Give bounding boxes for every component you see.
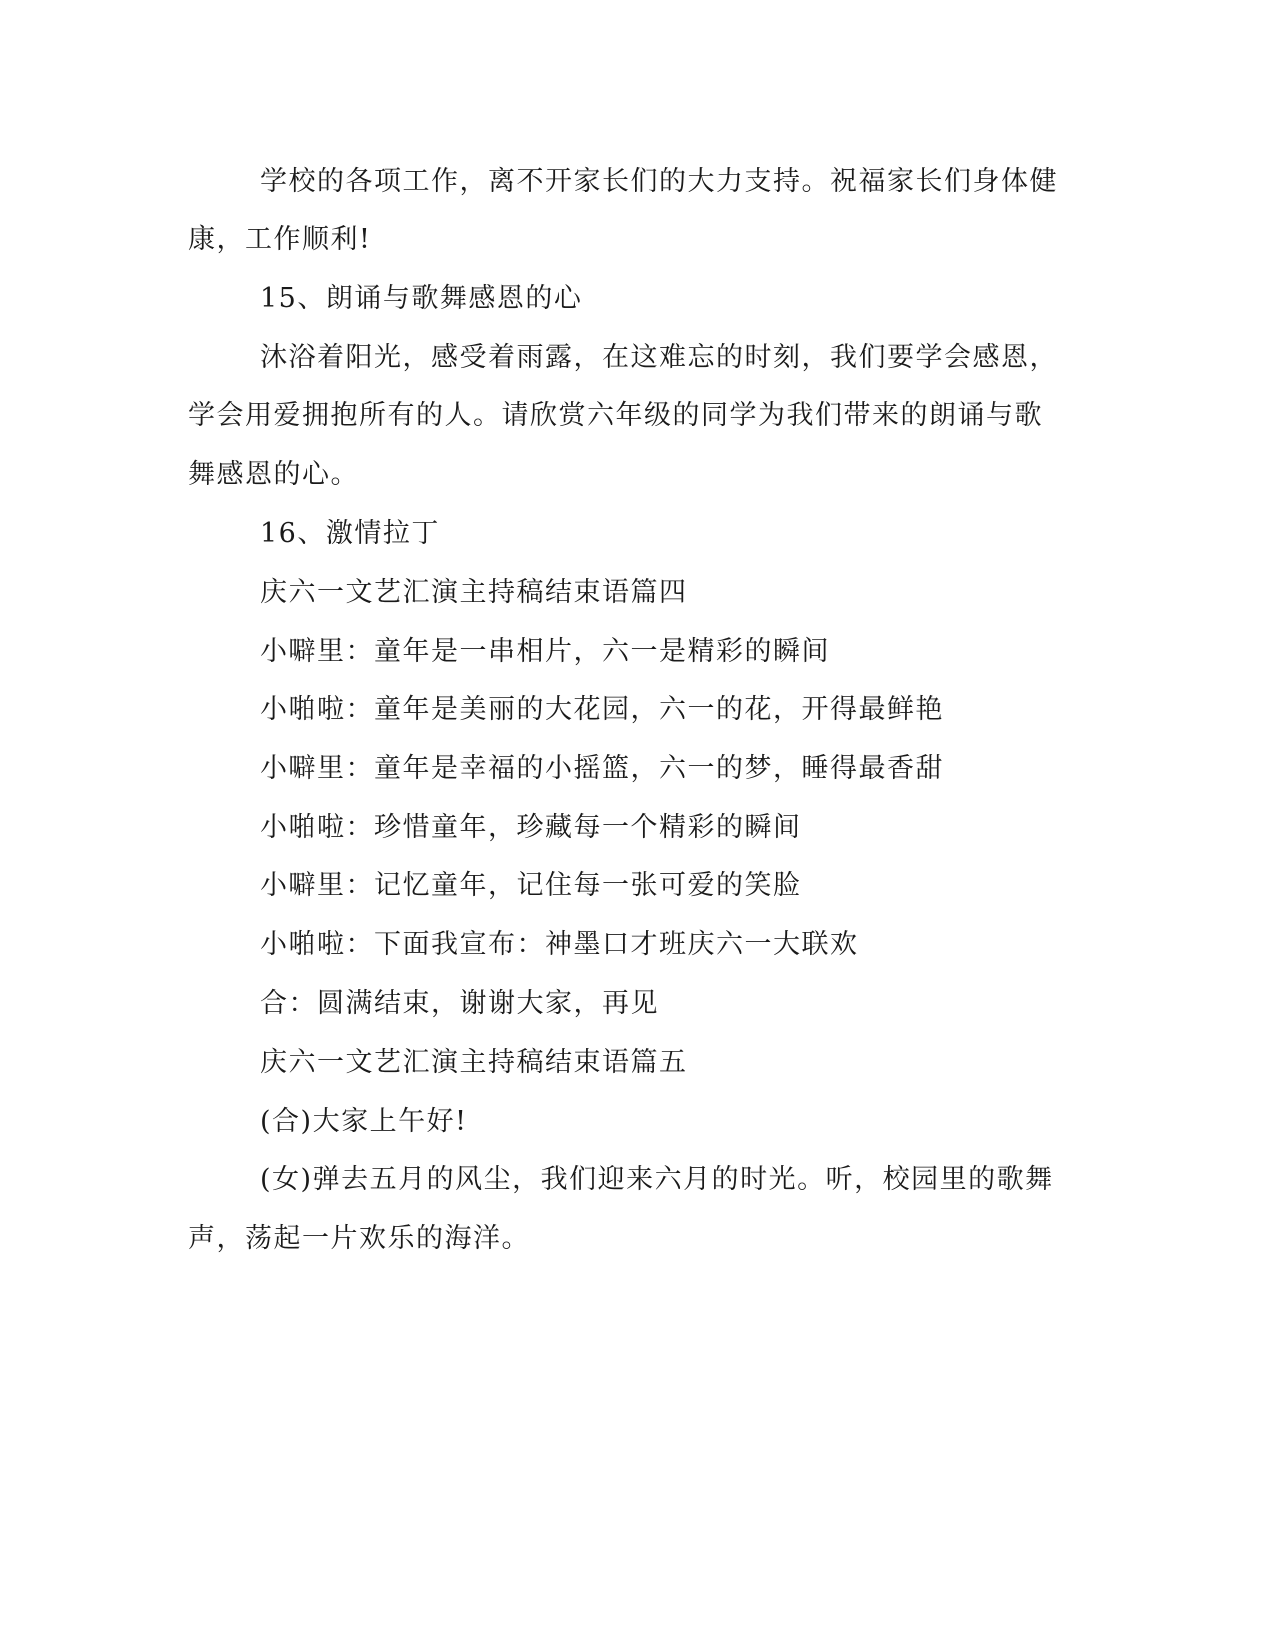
paragraph-13-line-1: 庆六一文艺汇演主持稿结束语篇五 (260, 1047, 688, 1078)
paragraph-12-line-1: 合：圆满结束，谢谢大家，再见 (260, 988, 659, 1019)
paragraph-15-line-1: (女)弹去五月的风尘，我们迎来六月的时光。听，校园里的歌舞 (260, 1164, 1054, 1195)
paragraph-2-line-1: 15、朗诵与歌舞感恩的心 (260, 283, 583, 314)
paragraph-15-line-2: 声，荡起一片欢乐的海洋。 (188, 1223, 530, 1254)
paragraph-1-line-1: 学校的各项工作，离不开家长们的大力支持。祝福家长们身体健 (260, 166, 1058, 197)
paragraph-3-line-2: 学会用爱拥抱所有的人。请欣赏六年级的同学为我们带来的朗诵与歌 (188, 400, 1043, 431)
paragraph-11-line-1: 小啪啦：下面我宣布：神墨口才班庆六一大联欢 (260, 929, 859, 960)
paragraph-8-line-1: 小噼里：童年是幸福的小摇篮，六一的梦，睡得最香甜 (260, 753, 944, 784)
paragraph-5-line-1: 庆六一文艺汇演主持稿结束语篇四 (260, 577, 688, 608)
paragraph-1-line-2: 康，工作顺利! (188, 224, 372, 255)
paragraph-10-line-1: 小噼里：记忆童年，记住每一张可爱的笑脸 (260, 870, 802, 901)
paragraph-7-line-1: 小啪啦：童年是美丽的大花园，六一的花，开得最鲜艳 (260, 694, 944, 725)
paragraph-9-line-1: 小啪啦：珍惜童年，珍藏每一个精彩的瞬间 (260, 812, 802, 843)
paragraph-3-line-3: 舞感恩的心。 (188, 459, 359, 490)
paragraph-14-line-1: (合)大家上午好! (260, 1106, 468, 1137)
paragraph-6-line-1: 小噼里：童年是一串相片，六一是精彩的瞬间 (260, 636, 830, 667)
paragraph-4-line-1: 16、激情拉丁 (260, 518, 440, 549)
paragraph-3-line-1: 沐浴着阳光，感受着雨露，在这难忘的时刻，我们要学会感恩， (260, 342, 1058, 373)
